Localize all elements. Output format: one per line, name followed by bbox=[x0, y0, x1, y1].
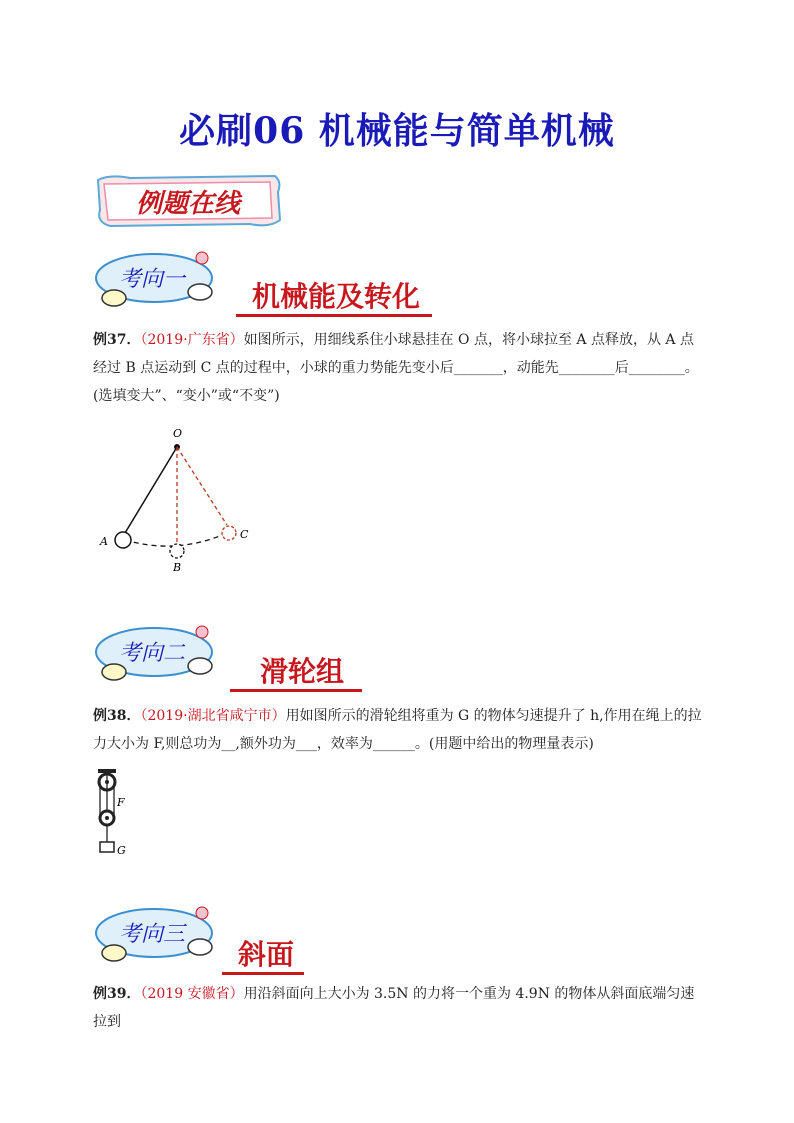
question-source: （2019·广东省） bbox=[140, 332, 244, 348]
question-39 bbox=[93, 980, 705, 1036]
question-number: 例37． bbox=[93, 332, 141, 348]
question-37 bbox=[93, 326, 705, 410]
topic-badge-label-1: 考向一 bbox=[118, 267, 186, 292]
topic-badge-2 bbox=[92, 622, 222, 690]
question-text: 用如图所示的滑轮组将重为 G 的物体匀速提升了 h,作用在绳上的拉力大小为 F,则总功为__,额外功为___，效率为______。(用题中给出的物理量表示) bbox=[93, 708, 702, 752]
topic-title-1: 机械能及转化 bbox=[236, 280, 432, 317]
question-source: （2019 安徽省） bbox=[140, 986, 244, 1002]
question-source: （2019·湖北省咸宁市） bbox=[140, 708, 286, 724]
question-text: 如图所示，用细线系住小球悬挂在 O 点，将小球拉至 A 点释放，从 A 点经过 B 点运动到 C 点的过程中，小球的重力势能先变小后_______，动能先________后________。(选填变大”、“变小”或“不变”) bbox=[93, 332, 699, 404]
banner-text: 例题在线 bbox=[135, 189, 241, 219]
label-o: O bbox=[173, 427, 183, 440]
page-title: 必刷06 机械能与简单机械 bbox=[179, 110, 615, 152]
label-a: A bbox=[100, 535, 108, 548]
question-text: 用沿斜面向上大小为 3.5N 的力将一个重为 4.9N 的物体从斜面底端匀速拉到 bbox=[93, 986, 695, 1030]
label-f: F bbox=[117, 796, 125, 809]
label-b: B bbox=[173, 561, 182, 574]
question-number: 例39． bbox=[93, 986, 141, 1002]
topic-badge-label-2: 考向二 bbox=[118, 641, 186, 666]
topic-title-3: 斜面 bbox=[222, 938, 304, 975]
topic-title-2: 滑轮组 bbox=[230, 655, 362, 692]
question-38 bbox=[93, 702, 705, 758]
topic-badge-3 bbox=[92, 903, 222, 971]
example-banner bbox=[90, 172, 285, 232]
label-g: G bbox=[117, 844, 126, 857]
pendulum-diagram bbox=[95, 425, 255, 584]
banner-graphic bbox=[90, 172, 285, 232]
label-c: C bbox=[240, 528, 249, 541]
topic-badge-1 bbox=[92, 248, 222, 316]
topic-badge-label-3: 考向三 bbox=[118, 922, 186, 947]
question-number: 例38． bbox=[93, 708, 141, 724]
pulley-diagram bbox=[92, 768, 142, 862]
